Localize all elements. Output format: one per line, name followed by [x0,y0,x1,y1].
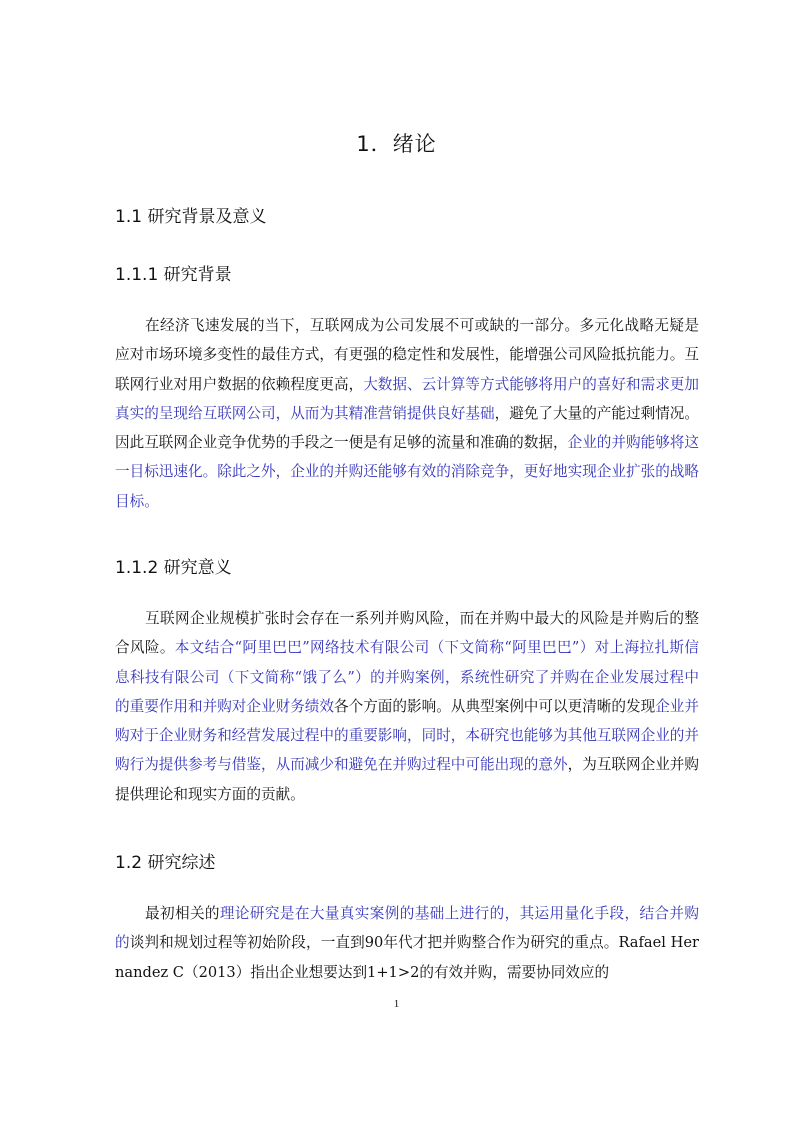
text-run: 互联网企业规模扩张时会存在一系列并购风险，而在并购中最大的风险是并购后的整合风险。 [115,610,699,657]
text-run: 在经济飞速发展的当下，互联网成为公司发展不可或缺的一部分。多元化战略无疑是应对市场环境多变性的最佳方式，有更强的稳定性和发展性，能增强公司风险抵抗能力。互联网行业对用户数据的依赖程度更高， [115,317,699,393]
text-run: 最初相关的 [145,905,220,922]
section-heading-1-1-2: 1.1.2 研究意义 [115,558,232,578]
text-run: 谈判和规划过程等初始阶段，一直到90年代才把并购整合作为研究的重点。Rafael Hernandez C（2013）指出企业想要达到1+1>2的有效并购，需要协同效应的 [115,934,699,981]
highlighted-text-run: 理论研究是在大量真实案例的基础上进行的，其运用量化手段，结合并购的 [115,905,699,952]
paragraph-research-background [115,311,699,516]
text-run: ，避免了大量的产能过剩情况。因此互联网企业竞争优势的手段之一便是有足够的流量和准确的数据， [115,404,699,452]
text-run: ，为互联网企业并购提供理论和现实方面的贡献。 [115,756,699,803]
section-heading-1-1: 1.1 研究背景及意义 [115,207,267,227]
chapter-title: 1．绪论 [356,132,437,156]
highlighted-text-run: 本文结合“阿里巴巴”网络技术有限公司（下文简称“阿里巴巴”）对上海拉扎斯信息科技有限公司（下文简称“饿了么”）的并购案例，系统性研究了并购在企业发展过程中的重要作用和并购对企业财务绩效 [115,639,699,715]
section-heading-1-2: 1.2 研究综述 [115,853,216,873]
highlighted-text-run: 大数据、云计算等方式能够将用户的喜好和需求更加真实的呈现给互联网公司，从而为其精准营销提供良好基础 [115,375,699,422]
highlighted-text-run: 企业并购对于企业财务和经营发展过程中的重要影响，同时，本研究也能够为其他互联网企业的并购行为提供参考与借鉴，从而减少和避免在并购过程中可能出现的意外 [115,697,699,774]
page-number: 1 [393,998,400,1010]
highlighted-text-run: 企业的并购能够将这一目标迅速化。除此之外，企业的并购还能够有效的消除竞争，更好地实现企业扩张的战略目标。 [115,434,699,510]
text-run: 各个方面的影响。从典型案例中可以更清晰的发现 [334,697,656,715]
paragraph-research-significance [115,604,699,809]
paragraph-research-review [115,899,699,987]
section-heading-1-1-1: 1.1.1 研究背景 [115,265,232,285]
